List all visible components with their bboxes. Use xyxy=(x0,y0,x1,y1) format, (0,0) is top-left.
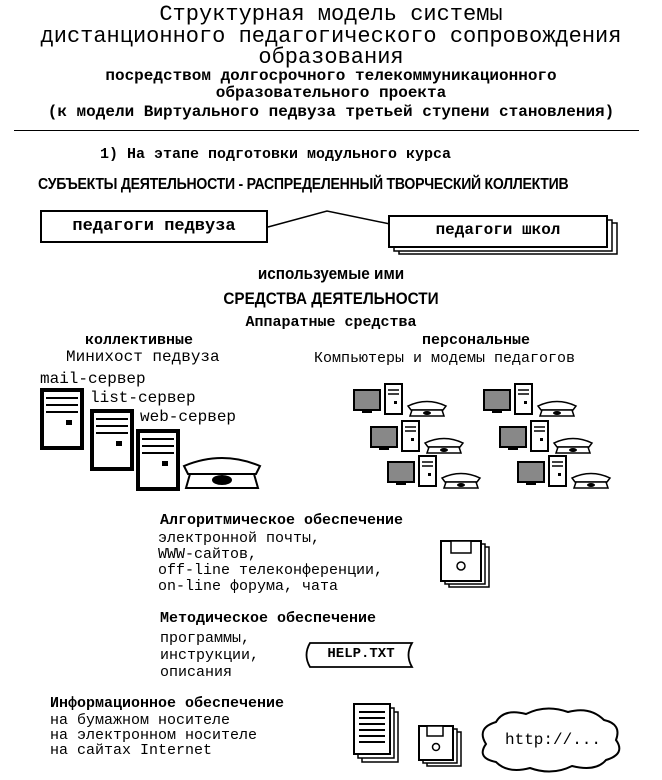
algorithmic-line-4: on-line форума, чата xyxy=(158,578,339,595)
collective-heading: коллективные xyxy=(85,332,194,349)
document-icon xyxy=(354,704,398,762)
server-icon-list xyxy=(92,411,132,469)
cloud-url-label: http://... xyxy=(504,731,601,749)
title-line-3: образования xyxy=(258,45,404,70)
title-line-6: (к модели Виртуального педвуза третьей ступени становления) xyxy=(47,103,615,121)
box-pedagogi-shkol: педагоги школ xyxy=(435,221,561,239)
computer-modem-icon xyxy=(371,421,463,453)
help-txt-label: HELP.TXT xyxy=(327,646,395,662)
methodical-line-1: программы, xyxy=(160,630,251,647)
methodical-line-3: описания xyxy=(160,664,233,681)
informational-line-2: на электронном носителе xyxy=(50,727,258,744)
stage-label: 1) На этапе подготовки модульного курса xyxy=(100,146,452,163)
algorithmic-heading: Алгоритмическое обеспечение xyxy=(160,512,404,529)
title-line-1: Структурная модель системы xyxy=(159,2,503,27)
floppy-icon-informational xyxy=(419,726,461,766)
personal-subtitle: Компьютеры и модемы педагогов xyxy=(314,350,576,367)
box-pedagogi-pedvuza: педагоги педвуза xyxy=(40,210,268,243)
computer-modem-icon xyxy=(500,421,592,453)
computer-modem-icon xyxy=(484,384,576,416)
informational-heading: Информационное обеспечение xyxy=(50,695,285,712)
computer-modem-icon xyxy=(518,456,610,488)
informational-line-1: на бумажном носителе xyxy=(50,712,231,729)
server-icon-web xyxy=(138,431,178,489)
algorithmic-line-3: off-line телеконференции, xyxy=(158,562,384,579)
methodical-line-2: инструкции, xyxy=(160,647,260,664)
subjects-heading: СУБЪЕКТЫ ДЕЯТЕЛЬНОСТИ - РАСПРЕДЕЛЕННЫЙ ТВОРЧЕСКИЙ КОЛЛЕКТИВ xyxy=(38,176,569,193)
phone-icon-server xyxy=(184,458,260,488)
methodical-heading: Методическое обеспечение xyxy=(160,610,377,627)
list-server-label: list-сервер xyxy=(90,389,196,407)
informational-line-3: на сайтах Internet xyxy=(50,742,213,759)
computer-modem-icon xyxy=(388,456,480,488)
computer-modem-icon xyxy=(354,384,446,416)
algorithmic-line-1: электронной почты, xyxy=(158,530,321,547)
algorithmic-line-2: WWW-сайтов, xyxy=(158,546,258,563)
subjects-connector xyxy=(268,211,390,227)
floppy-icon-algorithmic xyxy=(441,541,489,587)
personal-heading: персональные xyxy=(422,332,531,349)
hardware-label: Аппаратные средства xyxy=(245,314,417,331)
title-line-5: образовательного проекта xyxy=(215,84,447,102)
title-line-4: посредством долгосрочного телекоммуникационного xyxy=(105,67,557,85)
collective-subtitle: Минихост педвуза xyxy=(66,348,220,366)
mail-server-label: mail-сервер xyxy=(40,370,146,388)
means-used-label: используемые ими xyxy=(257,264,405,283)
web-server-label: web-сервер xyxy=(140,408,237,426)
title-line-2: дистанционного педагогического сопровождения xyxy=(40,24,622,49)
means-heading: СРЕДСТВА ДЕЯТЕЛЬНОСТИ xyxy=(223,289,439,308)
server-icon-mail xyxy=(42,390,82,448)
